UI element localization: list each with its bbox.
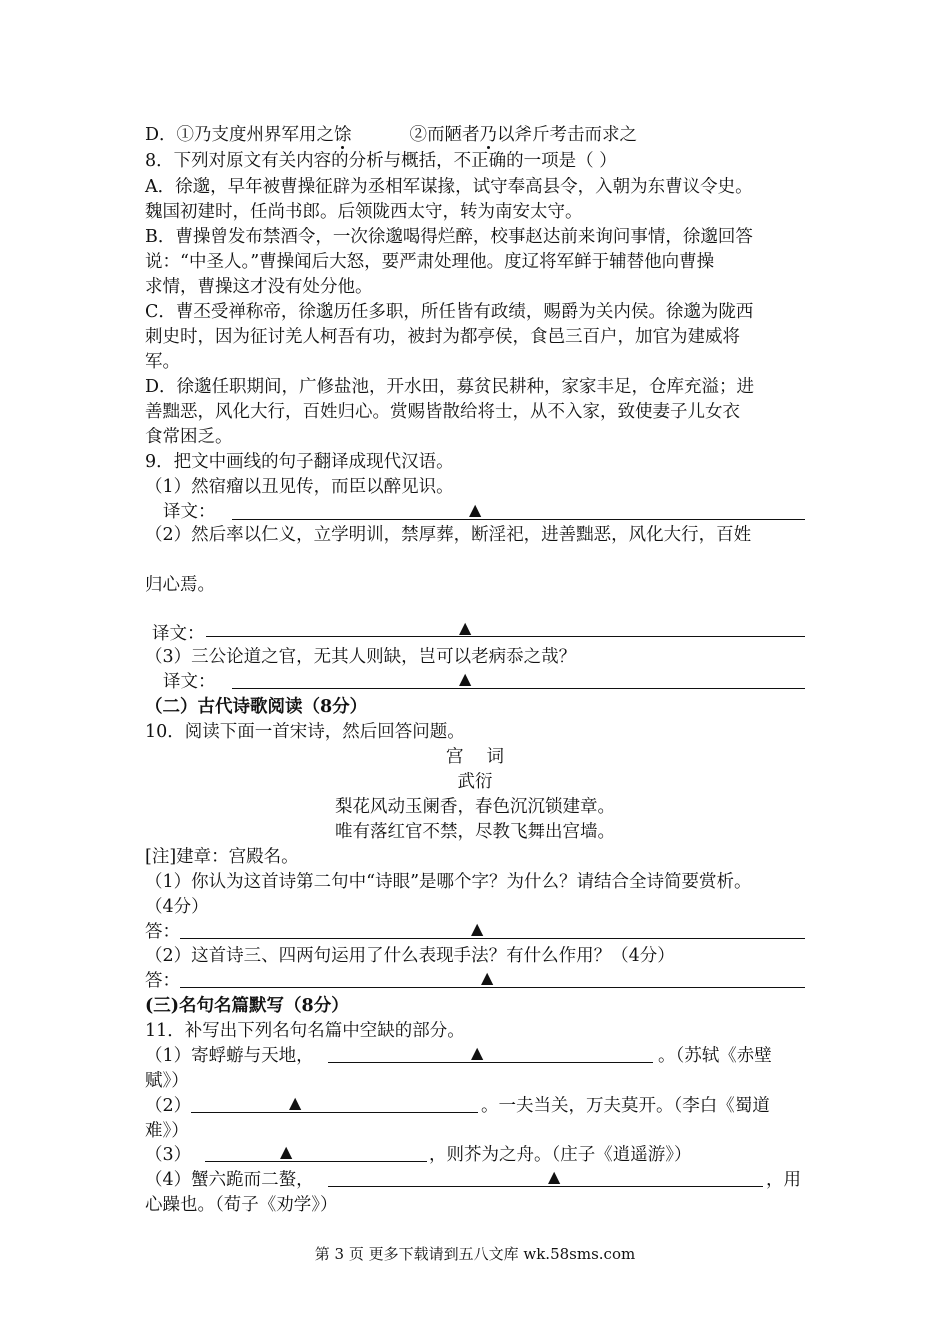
q8-option-a-line1: A．徐邈，早年被曹操征辟为丞相军谋掾，试守奉高县令，入朝为东曹议令史。	[145, 177, 753, 197]
q11-1-marker-icon: ▲	[471, 1043, 484, 1062]
q8-option-b-line2: 说：“中圣人。”曹操闻后大怒，要严肃处理他。度辽将军鲜于辅替他向曹操	[145, 252, 715, 272]
q8-option-b-line3: 求情，曹操这才没有处分他。	[145, 277, 373, 297]
q9-3-answer-line[interactable]	[232, 670, 805, 689]
q7-d-part1-dotted-char: 馀	[334, 125, 352, 145]
q11-3-prefix: （3）	[145, 1145, 192, 1165]
q11-2-prefix: （2）	[145, 1096, 192, 1116]
section-2-title: （二）古代诗歌阅读（8分）	[145, 697, 368, 717]
q7-option-d	[145, 123, 637, 147]
q7-d-part2-dotted-char: 乃	[479, 125, 498, 145]
q11-2-continuation: 难》）	[145, 1121, 189, 1141]
q10-2: （2）这首诗三、四两句运用了什么表现手法？有什么作用？（4分）	[145, 946, 675, 966]
q11-4-continuation: 心躁也。（荀子《劝学》）	[145, 1195, 338, 1215]
q9-1-marker-icon: ▲	[469, 500, 482, 519]
poem-title: 宫 词	[445, 747, 505, 767]
q8-option-a-line2: 魏国初建时，任尚书郎。后领陇西太守，转为南安太守。	[145, 202, 583, 222]
q7-d-part2: ②而陋者	[409, 125, 480, 145]
q10-2-answer-label: 答：	[145, 971, 180, 991]
q11-1-prefix: （1）寄蜉蝣与天地，	[145, 1046, 314, 1066]
q9-stem: 9．把文中画线的句子翻译成现代汉语。	[145, 452, 454, 472]
q9-3-translation-label: 译文：	[163, 672, 216, 692]
q9-2-translation-label: 译文：	[152, 624, 205, 644]
q11-4-blank[interactable]	[328, 1168, 763, 1187]
q8-option-b-line1: B．曹操曾发布禁酒令，一次徐邈喝得烂醉，校事赵达前来询问事情，徐邈回答	[145, 227, 753, 247]
q8-option-c-line3: 军。	[145, 352, 180, 372]
q10-1-marker-icon: ▲	[471, 919, 484, 938]
q11-2-suffix: 。一夫当关，万夫莫开。（李白《蜀道	[481, 1096, 770, 1116]
q9-sentence-2-line2: 归心焉。	[145, 575, 215, 595]
q9-1-answer-line[interactable]	[232, 501, 805, 520]
q9-sentence-1: （1）然宿瘤以丑见传，而臣以醉见识。	[145, 477, 454, 497]
q8-option-d-line2: 善黜恶，风化大行，百姓归心。赏赐皆散给将士，从不入家，致使妻子儿女衣	[145, 402, 740, 422]
q9-3-marker-icon: ▲	[459, 669, 472, 688]
q8-option-c-line2: 刺史时，因为征讨羌人柯吾有功，被封为都亭侯，食邑三百户，加官为建威将	[145, 327, 740, 347]
q11-2-blank[interactable]	[191, 1094, 478, 1113]
q11-4-marker-icon: ▲	[548, 1167, 561, 1186]
q9-2-answer-line[interactable]	[206, 618, 805, 637]
q11-3-blank[interactable]	[205, 1143, 427, 1162]
poem-note: [注]建章：宫殿名。	[145, 847, 299, 867]
q11-1-blank[interactable]	[328, 1044, 653, 1063]
q11-4-suffix: ，用	[766, 1170, 801, 1190]
q11-4-prefix: （4）蟹六跪而二螯，	[145, 1170, 314, 1190]
q10-1-answer-line[interactable]	[180, 920, 805, 939]
q10-stem: 10．阅读下面一首宋诗，然后回答问题。	[145, 722, 465, 742]
q9-sentence-3: （3）三公论道之官，无其人则缺，岂可以老病忝之哉？	[145, 647, 577, 667]
poem-line-2: 唯有落红官不禁，尽教飞舞出宫墙。	[335, 822, 615, 842]
q11-1-suffix: 。（苏轼《赤壁	[658, 1046, 772, 1066]
q11-3-marker-icon: ▲	[280, 1142, 293, 1161]
q8-option-d-line3: 食常困乏。	[145, 427, 233, 447]
page-footer: 第 3 页 更多下载请到五八文库 wk.58sms.com	[314, 1245, 636, 1263]
q11-stem: 11．补写出下列名句名篇中空缺的部分。	[145, 1021, 465, 1041]
q10-1-line2: （4分）	[145, 897, 209, 917]
poem-line-1: 梨花风动玉阑香，春色沉沉锁建章。	[335, 797, 615, 817]
q11-3-suffix: ，则芥为之舟。（庄子《逍遥游》）	[429, 1145, 692, 1165]
q7-d-part1: ①乃支度州界军用之	[176, 125, 335, 145]
q8-option-c-line1: C．曹丕受禅称帝，徐邈历任多职，所任皆有政绩，赐爵为关内侯。徐邈为陇西	[145, 302, 754, 322]
q10-2-marker-icon: ▲	[481, 968, 494, 987]
q10-1-line1: （1）你认为这首诗第二句中“诗眼”是哪个字？为什么？请结合全诗简要赏析。	[145, 872, 752, 892]
q7-d-part2-rest: 以斧斤考击而求之	[497, 125, 638, 145]
poem-author: 武衍	[457, 772, 493, 792]
q9-1-translation-label: 译文：	[163, 502, 216, 522]
q7-d-label: D．	[145, 125, 177, 145]
q8-stem: 8．下列对原文有关内容的分析与概括，不正确的一项是（ ）	[145, 151, 617, 171]
q11-1-continuation: 赋》）	[145, 1071, 189, 1091]
q8-option-d-line1: D．徐邈任职期间，广修盐池，开水田，募贫民耕种，家家丰足，仓库充溢；进	[145, 377, 755, 397]
q11-2-marker-icon: ▲	[289, 1093, 302, 1112]
q10-1-answer-label: 答：	[145, 922, 180, 942]
q9-2-marker-icon: ▲	[459, 618, 472, 637]
q9-sentence-2-line1: （2）然后率以仁义，立学明训，禁厚葬，断淫祀，进善黜恶，风化大行，百姓	[145, 525, 752, 545]
section-3-title: (三)名句名篇默写（8分）	[145, 996, 349, 1016]
